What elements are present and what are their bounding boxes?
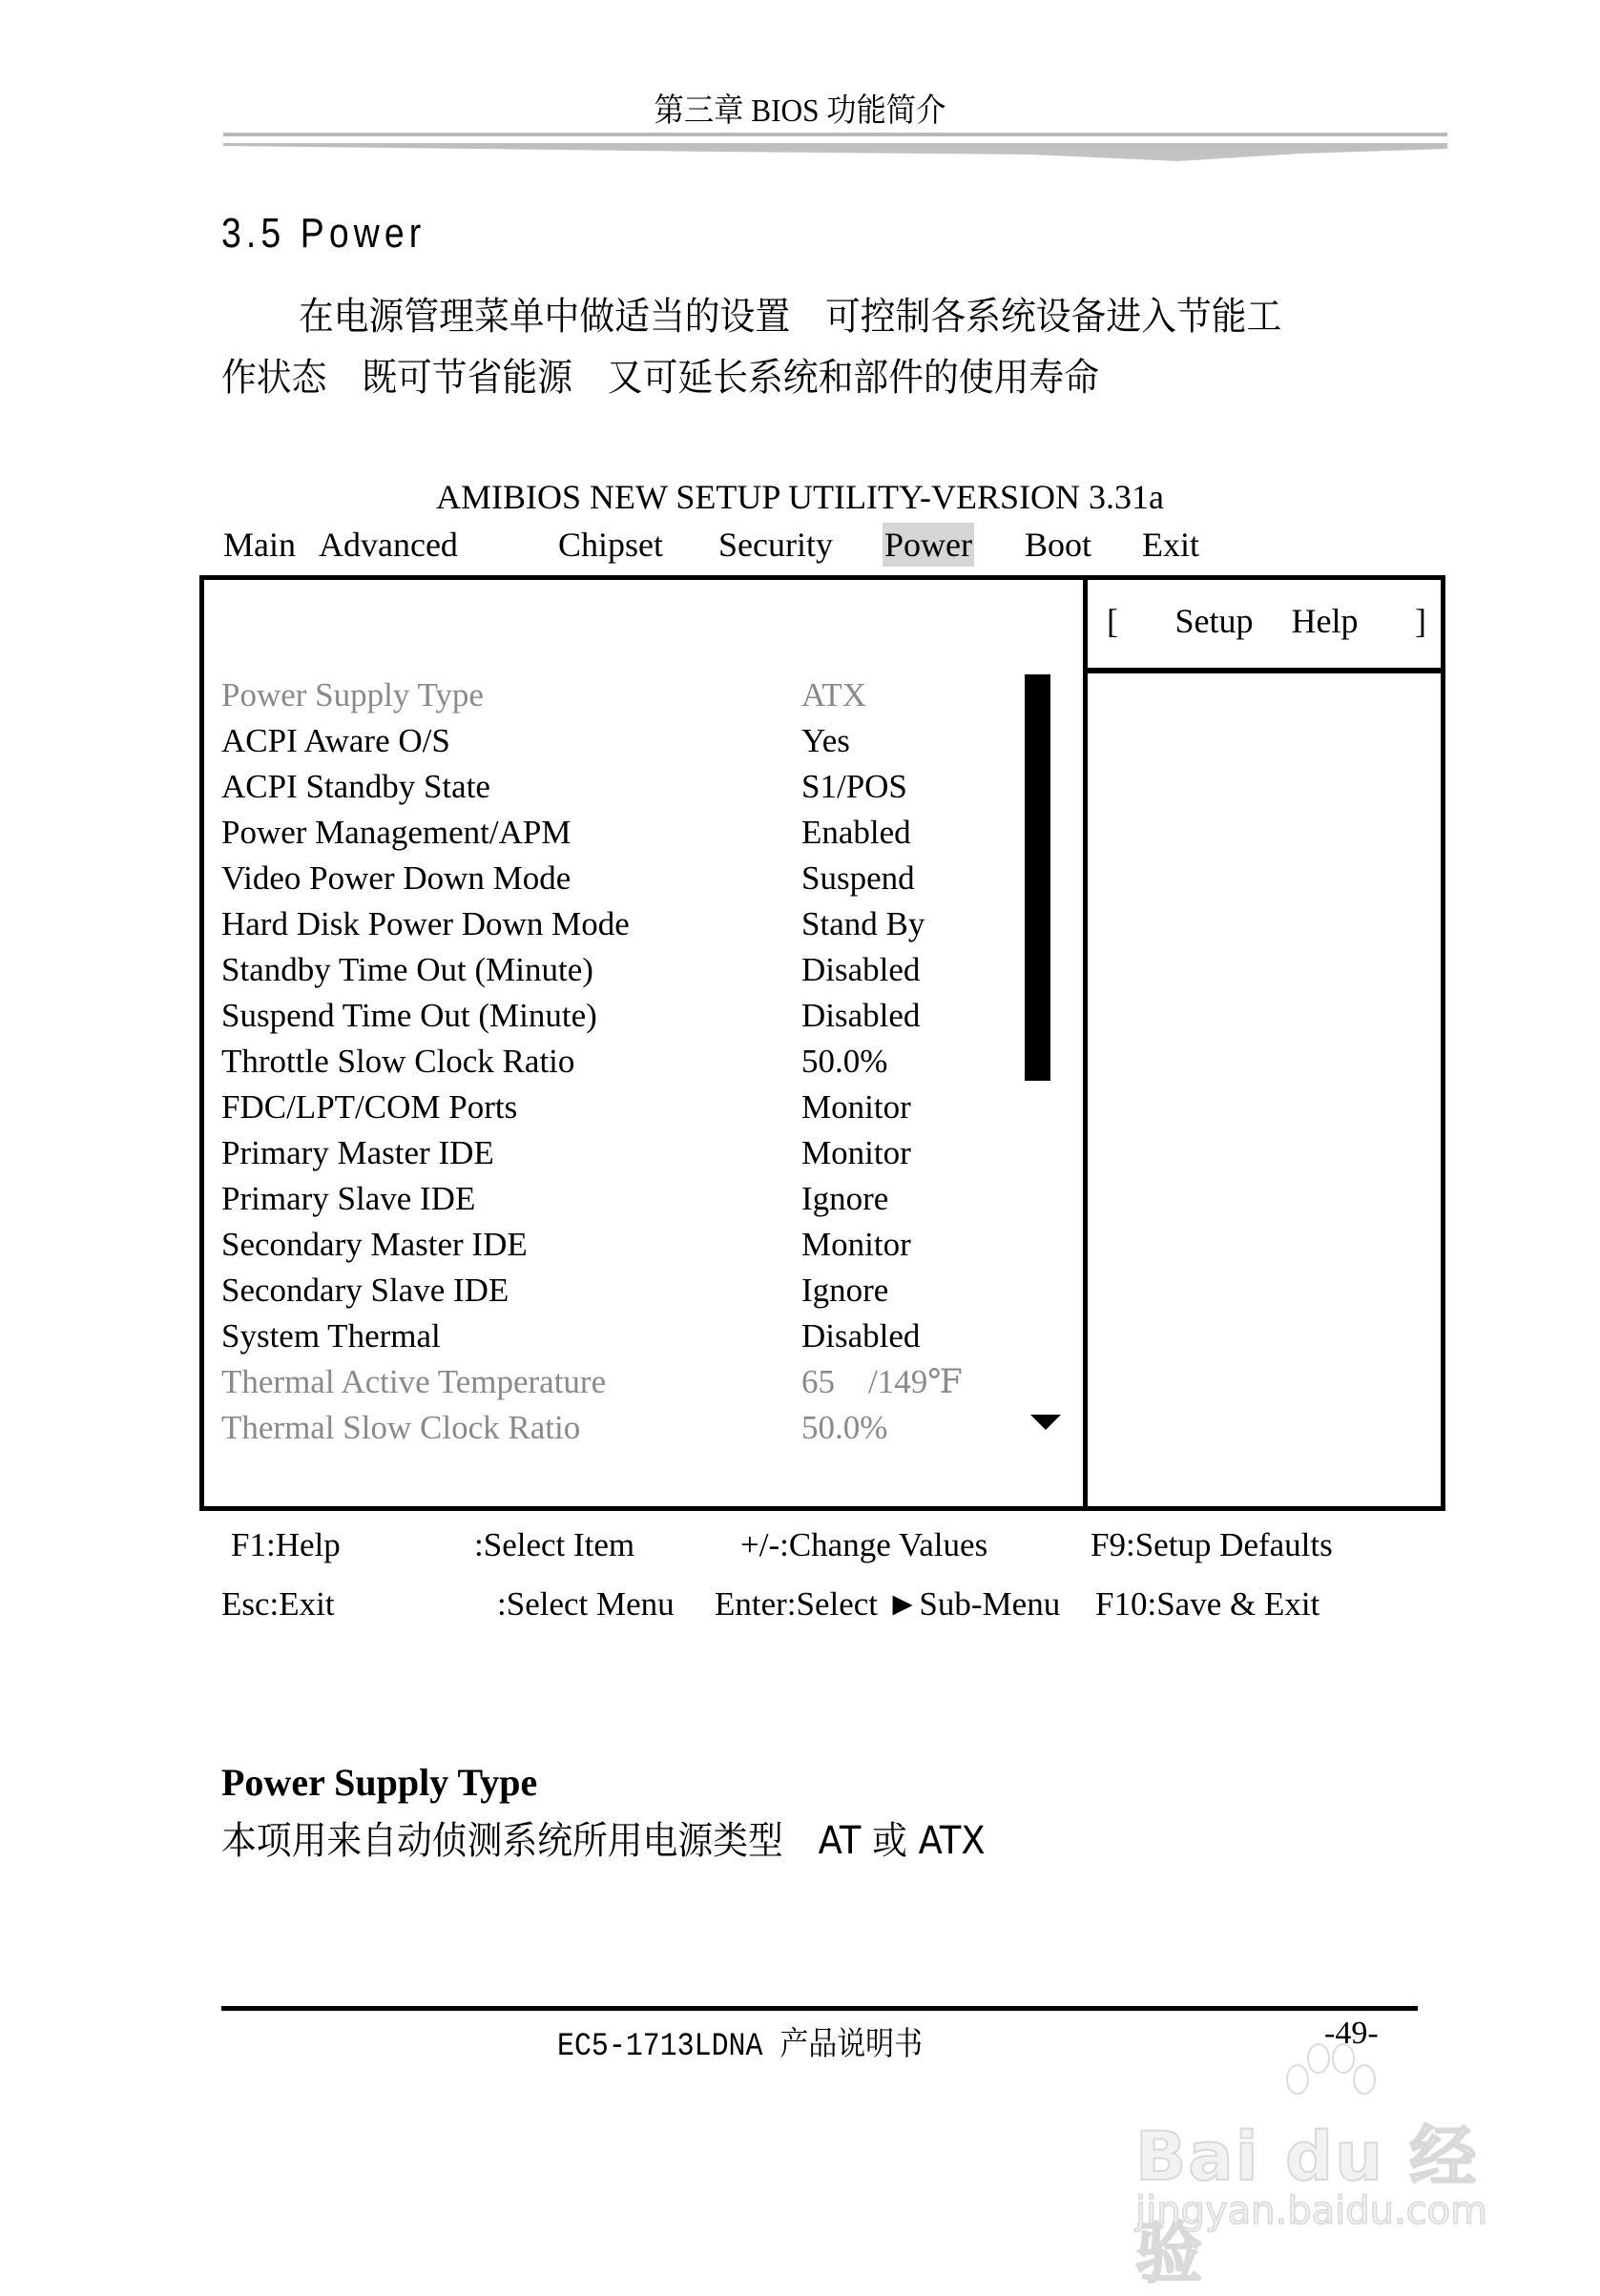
setting-value[interactable]: 50.0% [801,1043,888,1080]
key-legend-row-2 [0,1585,1600,1633]
menu-tab-main[interactable]: Main [223,526,296,564]
setting-label: Video Power Down Mode [221,859,571,897]
section-title: 3.5 Power [221,210,426,257]
setting-value: ATX [801,676,867,714]
setting-row-fdc-lpt-com-ports[interactable] [221,1085,1061,1130]
setting-row-acpi-aware-os[interactable] [221,718,1061,764]
legend-change-values: +/-:Change Values [740,1526,988,1563]
menu-tab-chipset[interactable]: Chipset [558,526,664,564]
setting-label: ACPI Aware O/S [221,722,450,759]
setting-value[interactable]: Enabled [801,814,911,851]
setting-row-throttle-slow-clock-ratio[interactable] [221,1039,1061,1085]
setting-label: Power Supply Type [221,676,484,714]
setting-label: Power Management/APM [221,814,571,851]
setting-value[interactable]: Yes [801,722,850,759]
setting-row-video-power-down-mode[interactable] [221,856,1061,901]
setting-label: ACPI Standby State [221,768,490,805]
setting-value[interactable]: Monitor [801,1226,911,1263]
setting-label: Secondary Master IDE [221,1226,528,1263]
watermark-url: jingyan.baidu.com [1135,2189,1488,2233]
setting-value[interactable]: Disabled [801,1317,921,1355]
help-panel-divider [1083,575,1088,1511]
paw-icon [1278,2041,1383,2113]
legend-esc-exit: Esc:Exit [221,1585,335,1623]
page-number: -49- [1324,2016,1379,2051]
help-close-bracket: ] [1415,602,1426,640]
setting-value[interactable]: Monitor [801,1134,911,1171]
legend-select-menu: :Select Menu [497,1585,675,1623]
intro-line-2: 作状态 既可节省能源 又可延长系统和部件的使用寿命 [221,356,1099,400]
setting-label: Primary Master IDE [221,1134,494,1171]
scroll-down-arrow-icon[interactable] [1030,1415,1061,1430]
setting-label: Thermal Active Temperature [221,1363,607,1400]
setting-value[interactable]: Disabled [801,997,921,1034]
setting-label: Hard Disk Power Down Mode [221,905,630,942]
description-text: 本项用来自动侦测系统所用电源类型 AT 或 ATX [221,1819,986,1863]
setting-value[interactable]: Ignore [801,1272,889,1309]
setting-row-thermal-slow-clock-ratio [221,1405,1061,1451]
setting-value: 50.0% [801,1409,888,1446]
setting-row-hard-disk-power-down-mode[interactable] [221,901,1061,947]
setting-label: Primary Slave IDE [221,1180,476,1217]
help-title-help: Help [1291,602,1359,640]
settings-list [221,672,1061,1451]
legend-f1-help: F1:Help [231,1526,341,1563]
help-open-bracket: [ [1107,602,1118,640]
legend-f9-setup-defaults: F9:Setup Defaults [1091,1526,1333,1563]
setting-value[interactable]: Monitor [801,1088,911,1126]
menu-tab-exit[interactable]: Exit [1142,526,1199,564]
setting-value[interactable]: Disabled [801,951,921,988]
legend-f10-save-exit: F10:Save & Exit [1095,1585,1320,1623]
setting-row-secondary-master-ide[interactable] [221,1222,1061,1268]
header-decorative-rule [223,143,1447,162]
menu-tab-power[interactable]: Power [883,523,974,567]
chapter-header: 第三章 BIOS 功能简介 [654,93,946,129]
setting-label: FDC/LPT/COM Ports [221,1088,518,1126]
footer-document-title: EC5-1713LDNA 产品说明书 [557,2029,924,2065]
setup-help-header [1107,601,1426,641]
watermark-logo: Bai du 经验 [1135,2118,1479,2292]
setting-row-system-thermal[interactable] [221,1313,1061,1359]
setting-row-power-supply-type [221,672,1061,718]
setting-row-primary-slave-ide[interactable] [221,1176,1061,1222]
section-intro [221,286,1354,408]
description-title: Power Supply Type [221,1761,538,1804]
setting-row-standby-time-out[interactable] [221,947,1061,993]
key-legend-row-1 [0,1526,1600,1574]
setting-label: Suspend Time Out (Minute) [221,997,597,1034]
setting-value[interactable]: Ignore [801,1180,889,1217]
setting-label: Throttle Slow Clock Ratio [221,1043,575,1080]
setting-value[interactable]: Suspend [801,859,915,897]
setting-label: Thermal Slow Clock Ratio [221,1409,581,1446]
bios-title: AMIBIOS NEW SETUP UTILITY-VERSION 3.31a [436,478,1164,516]
setting-row-thermal-active-temperature [221,1359,1061,1405]
setting-label: Standby Time Out (Minute) [221,951,593,988]
setting-row-suspend-time-out[interactable] [221,993,1061,1039]
menu-tab-boot[interactable]: Boot [1025,526,1092,564]
legend-enter-submenu: Enter:Select ►Sub-Menu [715,1585,1061,1623]
menu-tab-security[interactable]: Security [718,526,833,564]
legend-select-item: :Select Item [474,1526,635,1563]
intro-line-1: 在电源管理菜单中做适当的设置 可控制各系统设备进入节能工 [298,295,1282,339]
setting-row-primary-master-ide[interactable] [221,1130,1061,1176]
baidu-watermark [1135,2032,1536,2292]
setting-label: Secondary Slave IDE [221,1272,509,1309]
setting-row-acpi-standby-state[interactable] [221,764,1061,810]
setting-row-power-management-apm[interactable] [221,810,1061,856]
footer-rule [221,2006,1418,2011]
menu-tab-advanced[interactable]: Advanced [319,526,458,564]
setting-value[interactable]: Stand By [801,905,925,942]
help-header-divider [1088,668,1445,673]
setting-label: System Thermal [221,1317,441,1355]
setting-value[interactable]: S1/POS [801,768,907,805]
header-rule [223,133,1447,136]
setting-value: 65 /149℉ [801,1363,963,1400]
help-title-setup: Setup [1174,602,1254,640]
scrollbar-thumb[interactable] [1025,674,1050,1081]
setting-row-secondary-slave-ide[interactable] [221,1268,1061,1313]
